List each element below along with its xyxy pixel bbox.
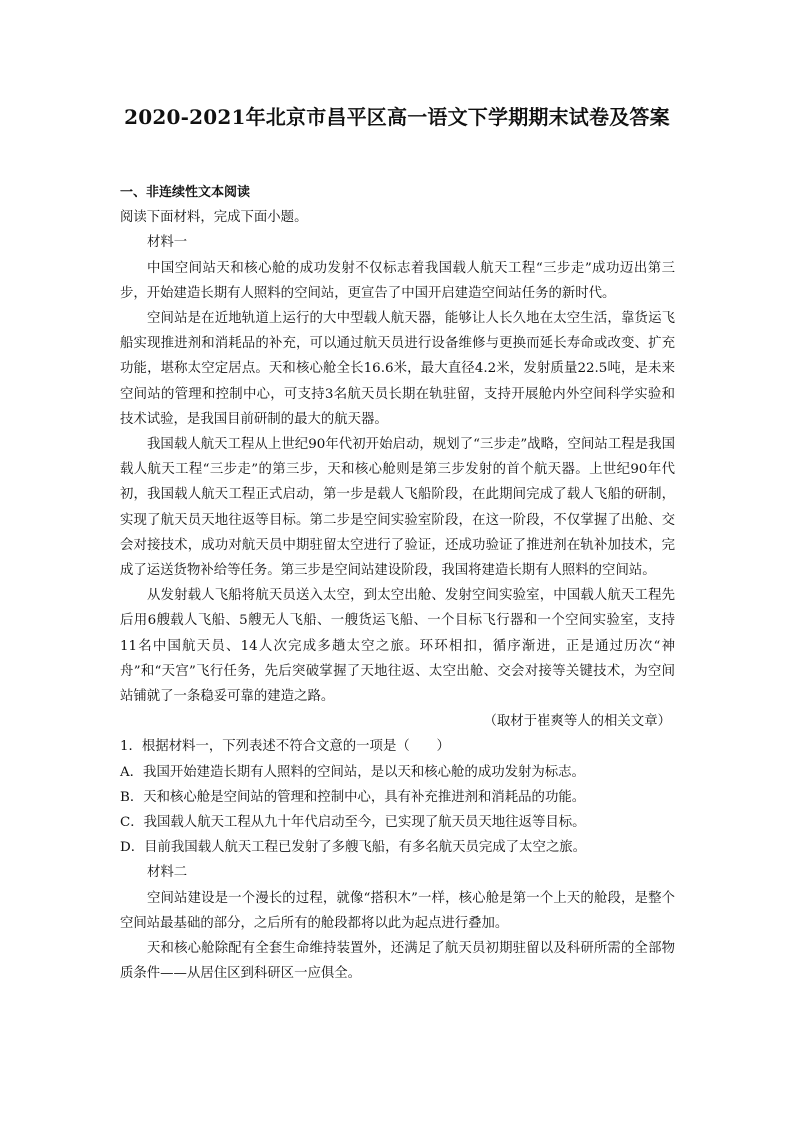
section-heading: 一、非连续性文本阅读 — [120, 185, 251, 200]
material-1-paragraph-3: 我国载人航天工程从上世纪90年代初开始启动，规划了“三步走”战略，空间站工程是我国载人航天工程“三步走”的第三步，天和核心舱则是第三步发射的首个航天器。上世纪90年代初，我国载人航天工程正式启动，第一步是载人飞船阶段，在此期间完成了载人飞船的研制，实现了航天员天地往返等目标。第二步是空间实验室阶段，在这一阶段，不仅掌握了出舱、交会对接技术，成功对航天员中期驻留太空进行了验证，还成功验证了推进剂在轨补加技术，完成了运送货物补给等任务。第三步是空间站建设阶段，我国将建造长期有人照料的空间站。 — [120, 437, 675, 579]
material-2-paragraph-1: 空间站建设是一个漫长的过程，就像“搭积木”一样，核心舱是第一个上天的舱段，是整个空间站最基础的部分，之后所有的舱段都将以此为起点进行叠加。 — [120, 890, 675, 931]
material-1-paragraph-4: 从发射载人飞船将航天员送入太空，到太空出舱、发射空间实验室，中国载人航天工程先后用6艘载人飞船、5艘无人飞船、一艘货运飞船、一个目标飞行器和一个空间实验室，支持11名中国航天员、14人次完成多趟太空之旅。环环相扣，循序渐进，正是通过历次“神舟”和“天宫”飞行任务，先后突破掌握了天地往返、太空出舱、交会对接等关键技术，为空间站铺就了一条稳妥可靠的建造之路。 — [120, 588, 675, 705]
material-2-paragraph-2: 天和核心舱除配有全套生命维持装置外，还满足了航天员初期驻留以及科研所需的全部物质条件——从居住区到科研区一应俱全。 — [120, 941, 675, 982]
document-body — [120, 180, 675, 987]
material-1-paragraph-2: 空间站是在近地轨道上运行的大中型载人航天器，能够让人长久地在太空生活，靠货运飞船实现推进剂和消耗品的补充，可以通过航天员进行设备维修与更换而延长寿命或改变、扩充功能，堪称太空定居点。天和核心舱全长16.6米，最大直径4.2米，发射质量22.5吨，是未来空间站的管理和控制中心，可支持3名航天员长期在轨驻留，支持开展舱内外空间科学实验和技术试验，是我国目前研制的最大的航天器。 — [120, 311, 675, 427]
question-1-option-d: D．目前我国载人航天工程已发射了多艘飞船，有多名航天员完成了太空之旅。 — [120, 840, 587, 856]
material-1-label: 材料一 — [147, 235, 188, 251]
material-1-paragraph-1: 中国空间站天和核心舱的成功发射不仅标志着我国载人航天工程“三步走”成功迈出第三步，开始建造长期有人照料的空间站，更宣告了中国开启建造空间站任务的新时代。 — [120, 260, 675, 301]
material-2-label: 材料二 — [147, 865, 188, 881]
material-1-source: （取材于崔爽等人的相关文章） — [483, 714, 671, 730]
question-1-option-c: C．我国载人航天工程从九十年代启动至今，已实现了航天员天地往返等目标。 — [120, 815, 586, 831]
section-instruction: 阅读下面材料，完成下面小题。 — [120, 210, 308, 226]
question-1-option-a: A．我国开始建造长期有人照料的空间站，是以天和核心舱的成功发射为标志。 — [120, 764, 585, 780]
question-1-stem: 1．根据材料一，下列表述不符合文意的一项是（ ） — [120, 739, 450, 755]
document-title: 2020-2021年北京市昌平区高一语文下学期期末试卷及答案 — [124, 105, 670, 129]
question-1-option-b: B．天和核心舱是空间站的管理和控制中心，具有补充推进剂和消耗品的功能。 — [120, 789, 586, 805]
